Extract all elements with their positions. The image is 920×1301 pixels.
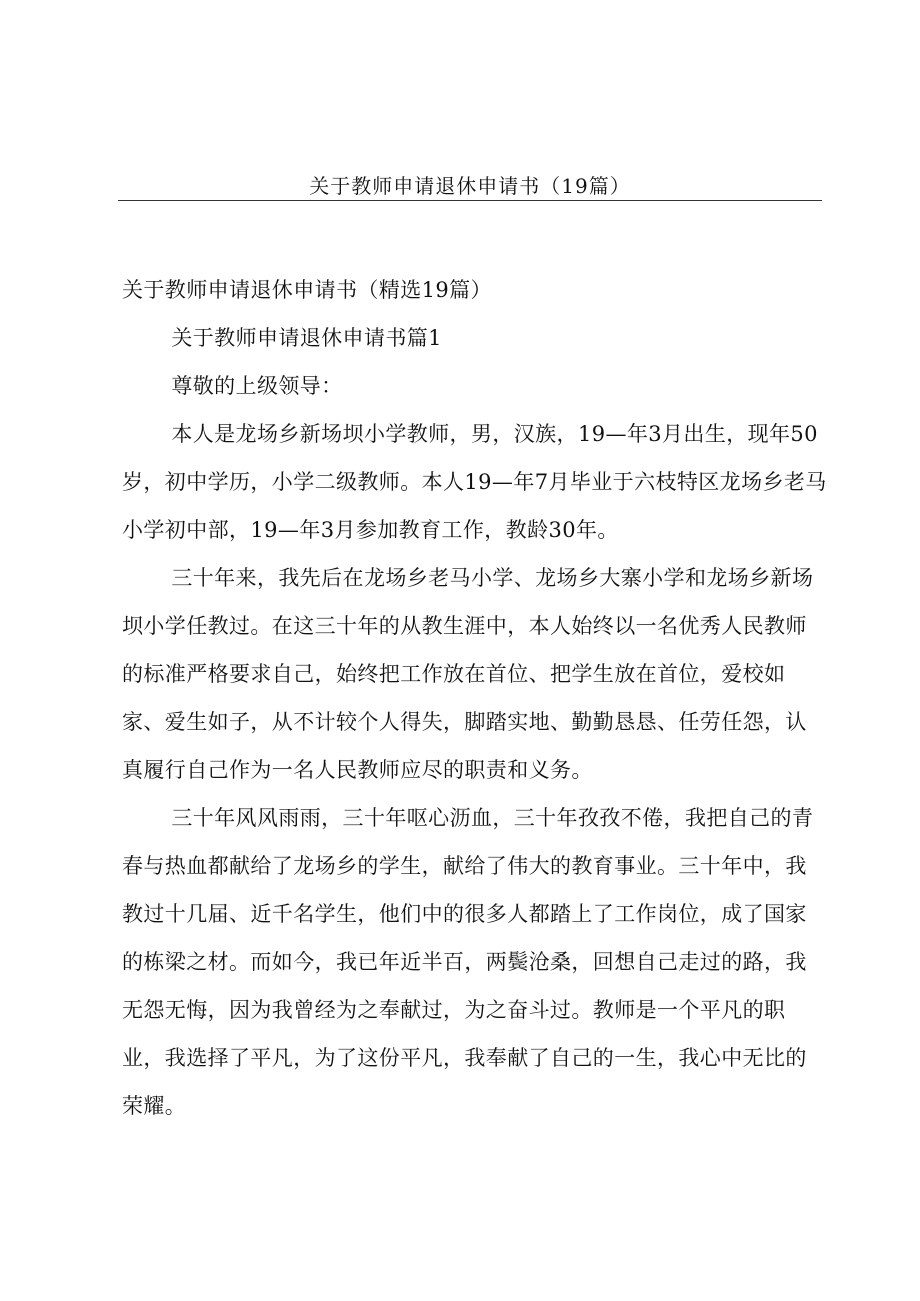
section-title: 关于教师申请退休申请书篇1 (171, 326, 442, 350)
salutation: 尊敬的上级领导： (171, 374, 343, 398)
document-title: 关于教师申请退休申请书（精选19篇） (122, 278, 492, 302)
body-paragraph: 三十年来，我先后在龙场乡老马小学、龙场乡大寨小学和龙场乡新场坝小学任教过。在这三十年的从教生涯中，本人始终以一名优秀人民教师的标准严格要求自己，始终把工作放在首位、把学生放在首位，爱校如家、爱生如子，从不计较个人得失，脚踏实地、勤勤恳恳、任劳任怨，认真履行自己作为一名人民教师应尽的职责和义务。 (122, 566, 814, 782)
body-paragraph: 本人是龙场乡新场坝小学教师，男，汉族，19—年3月出生，现年50岁，初中学历，小学二级教师。本人19—年7月毕业于六枝特区龙场乡老马小学初中部，19—年3月参加教育工作，教龄30年。 (122, 422, 827, 542)
document-body (122, 266, 828, 1130)
header-divider (118, 200, 822, 201)
body-paragraph: 三十年风风雨雨，三十年呕心沥血，三十年孜孜不倦，我把自己的青春与热血都献给了龙场乡的学生，献给了伟大的教育事业。三十年中，我教过十几届、近千名学生，他们中的很多人都踏上了工作岗位，成了国家的栋梁之材。而如今，我已年近半百，两鬓沧桑，回想自己走过的路，我无怨无悔，因为我曾经为之奉献过，为之奋斗过。教师是一个平凡的职业，我选择了平凡，为了这份平凡，我奉献了自己的一生，我心中无比的荣耀。 (122, 806, 814, 1118)
page-header-title: 关于教师申请退休申请书（19篇） (309, 174, 631, 198)
